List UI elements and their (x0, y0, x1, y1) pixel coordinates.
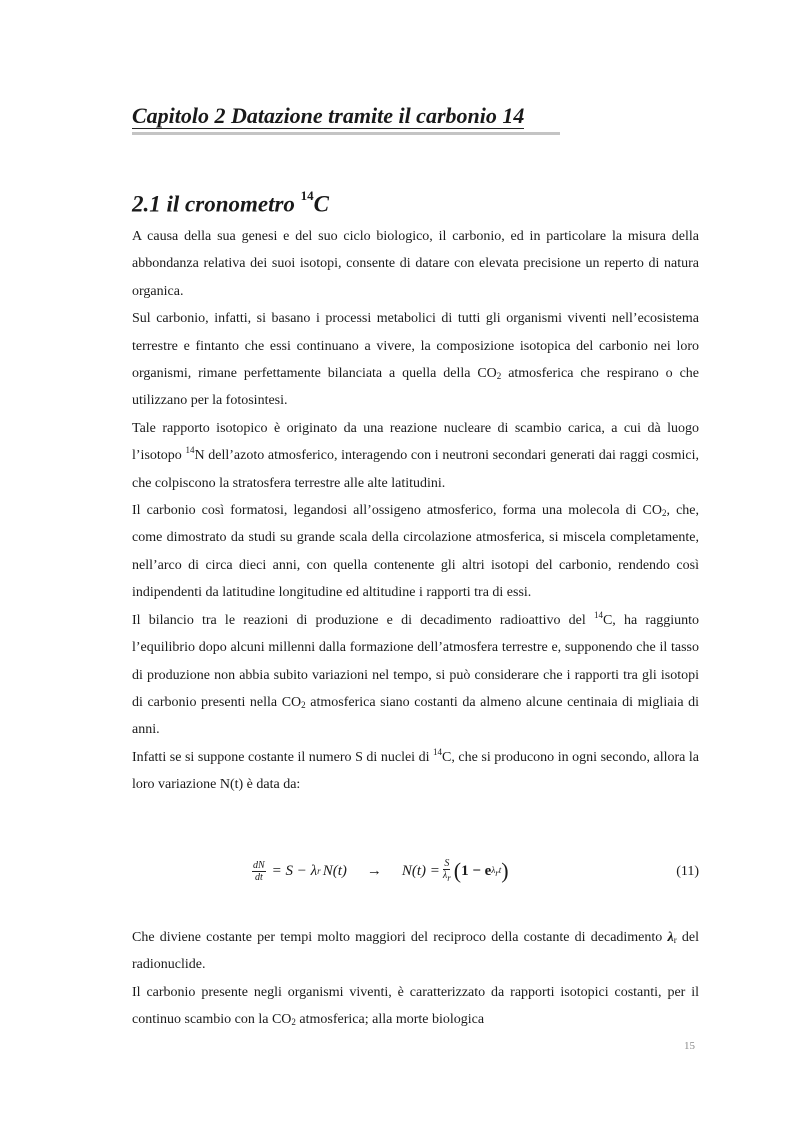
paragraph-2: Sul carbonio, infatti, si basano i processi metabolici di tutti gli organismi viventi nell’ecosistema terrestre e fintanto che essi continuano a vivere, la composizione isotopica del carbonio nei loro organismi, rimane perfettamente bilanciata a quella della $CO_2$ atmosferica che respirano o che utilizzano per la fotosintesi. (132, 311, 699, 409)
section-title-text: 2.1 il cronometro (132, 191, 301, 217)
paragraph-8: Il carbonio presente negli organismi viventi, è caratterizzato da rapporti isotopici costanti, per il continuo scambio con la $CO_2$ atmosferica; alla morte biologica (132, 984, 699, 1028)
paragraph-4: Il carbonio così formatosi, legandosi all’ossigeno atmosferico, forma una molecola di $CO_2$, che, come dimostrato da studi su grande scala della circolazione atmosferica, si miscela completamente, nell’arco di circa dieci anni, con quella contenente gli altri isotopi del carbonio, rendendo così indipendenti da latitudine longitudine ed altitudine i rapporti tra di essi. (132, 503, 699, 601)
chapter-title-text: Capitolo 2 Datazione tramite il carbonio 14 (132, 103, 525, 128)
equation-number: (11) (676, 864, 699, 879)
paragraph-7: Che diviene costante per tempi molto maggiori del reciproco della costante di decadimento $\lambda_r$ del radionuclide. (132, 930, 699, 973)
equation-11 (132, 852, 699, 898)
body-text-continued (132, 924, 699, 1034)
section-title-end: C (313, 191, 330, 217)
arrow-symbol: → (366, 862, 382, 879)
chapter-title (132, 101, 732, 131)
page-number: 15 (684, 1040, 695, 1052)
paragraph-1: A causa della sua genesi e del suo ciclo biologico, il carbonio, ed in particolare la misura della abbondanza relativa dei suoi isotopi, consente di datare con elevata precisione un reperto di natura organica. (132, 229, 699, 299)
equation-body: $\frac{dN}{dt}$ = S − λ r N(t) → N(t) = $\frac{S}{\lambda_r}$ ( 1 − e $\lambda_rt$ ) (253, 858, 509, 883)
paragraph-3: Tale rapporto isotopico è originato da una reazione nucleare di scambio carica, a cui dà luogo l’isotopo $^{14}$N dell’azoto atmosferico, interagendo con i neutroni secondari generati dai raggi cosmici, che colpiscono la stratosfera terrestre alle alte latitudini. (132, 420, 699, 491)
section-title (132, 184, 329, 220)
paragraph-6: Infatti se si suppone costante il numero S di nuclei di $^{14}$C, che si producono in ogni secondo, allora la loro variazione N(t) è data da: (132, 746, 700, 793)
fraction-s-lambda: $\frac{S}{\lambda_r}$ (442, 858, 451, 883)
fraction-dn-dt: $\frac{dN}{dt}$ (253, 859, 265, 883)
paragraph-5: Il bilancio tra le reazioni di produzione e di decadimento radioattivo del $^{14}$C, ha raggiunto l’equilibrio dopo alcuni millenni dalla formazione dell’atmosfera terrestre e, supponendo che il tasso di produzione non abbia subito variazioni nel tempo, si può considerare che i rapporti tra gli isotopi di carbonio presenti nella $CO_2$ atmosferica siano costanti da almeno alcune centinaia di migliaia di anni. (132, 609, 700, 738)
body-text (132, 223, 699, 799)
section-title-superscript: 14 (300, 188, 314, 203)
